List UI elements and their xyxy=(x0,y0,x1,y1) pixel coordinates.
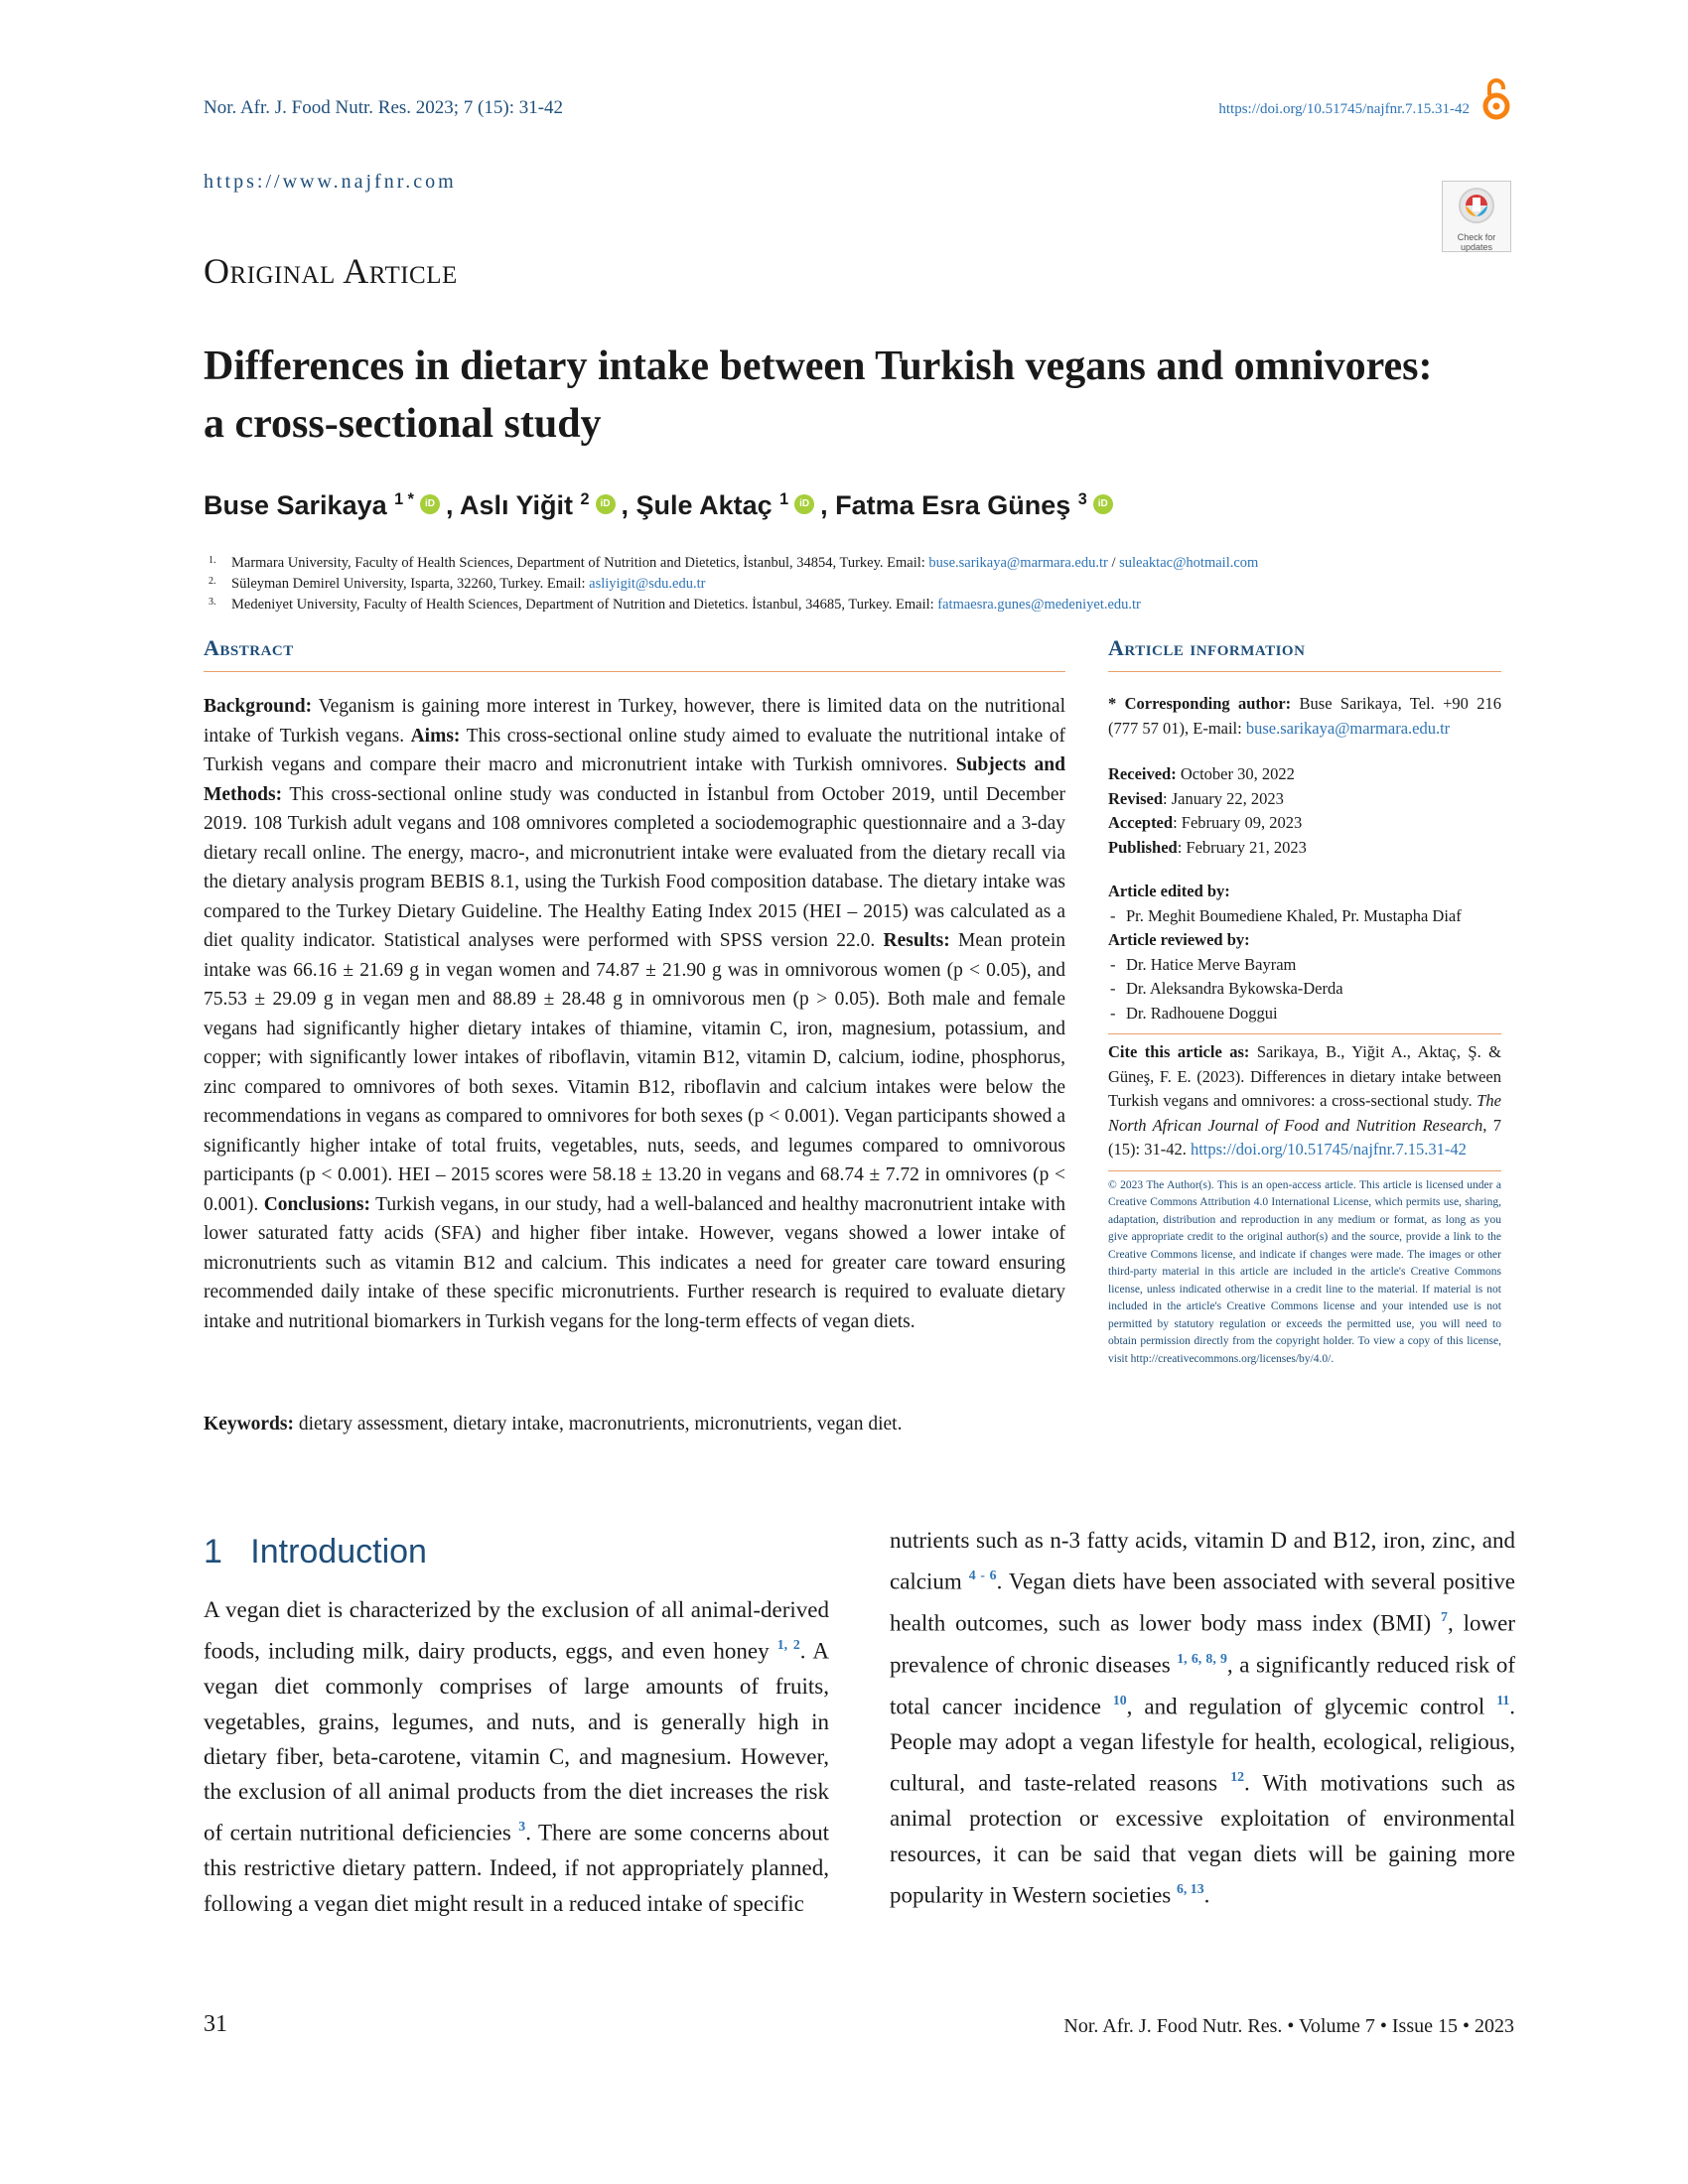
affiliation-text: Medeniyet University, Faculty of Health Sciences, Department of Nutrition and Dietetics. İstanbul, 34685, Turkey. Email: xyxy=(231,597,938,613)
abstract-divider xyxy=(204,671,1065,672)
affiliation-email[interactable]: asliyigit@sdu.edu.tr xyxy=(589,576,706,592)
intro-text: nutrients such as n-3 fatty acids, vitamin D and B12, iron, zinc, and calcium xyxy=(890,1528,1515,1594)
author-name: Fatma Esra Güneş xyxy=(835,490,1071,520)
article-title xyxy=(204,338,1534,453)
introduction-heading xyxy=(204,1533,427,1571)
intro-text: . xyxy=(1203,1882,1210,1908)
affiliation-row xyxy=(204,553,1494,574)
author-affil: 1 xyxy=(779,490,789,508)
citation-ref[interactable]: 12 xyxy=(1230,1769,1244,1785)
author-name: Şule Aktaç xyxy=(635,490,773,520)
citation-ref[interactable]: 3 xyxy=(518,1819,526,1835)
accepted-date xyxy=(1108,811,1501,836)
citation-ref[interactable]: 4 - 6 xyxy=(968,1568,997,1583)
intro-text: . People may adopt a vegan lifestyle for health, ecological, religious, cultural, and taste-related reasons xyxy=(890,1694,1515,1797)
journal-website[interactable]: https://www.najfnr.com xyxy=(204,171,457,193)
license-text: © 2023 The Author(s). This is an open-access article. This article is licensed under a Creative Commons Attribution 4.0 International License, which permits use, sharing, adaptation, distribution and reproduction in any medium or format, as long as you give appropriate credit to the original author(s) and the source, provide a link to the Creative Commons license, and indicate if changes were made. The images or other third-party material in this article are included in the article's Creative Commons license, unless indicated otherwise in a credit line to the material. If material is not included in the article's Creative Commons license and your intended use is not permitted by statutory regulation or exceeds the permitted use, you will need to obtain permission directly from the copyright holder. To view a copy of this license, visit http://creativecommons.org/licenses/by/4.0/. xyxy=(1108,1178,1501,1365)
orcid-icon[interactable]: iD xyxy=(596,494,616,514)
published-label: Published xyxy=(1108,837,1178,857)
revised-date xyxy=(1108,787,1501,812)
revised-value: : January 22, 2023 xyxy=(1163,788,1284,808)
citation-ref[interactable]: 1, 2 xyxy=(776,1637,800,1653)
reviewer-item: - Dr. Hatice Merve Bayram xyxy=(1108,953,1501,978)
intro-text: , lower prevalence of chronic diseases xyxy=(890,1610,1515,1678)
reviewer-item: - Dr. Radhouene Doggui xyxy=(1108,1002,1501,1026)
edited-by-label xyxy=(1108,880,1501,904)
article-info-heading: Article information xyxy=(1108,635,1306,660)
author-affil: 2 xyxy=(580,490,590,508)
title-line-1: Differences in dietary intake between Turkish vegans and omnivores: xyxy=(204,343,1433,389)
abstract-aims: This cross-sectional online study aimed to evaluate the nutritional intake of Turkish vegans and compare their macro and micronutrient intake with Turkish omnivores. xyxy=(204,725,1065,775)
published-date xyxy=(1108,836,1501,861)
author-affil: 1 * xyxy=(394,490,414,508)
accepted-value: : February 09, 2023 xyxy=(1173,813,1303,832)
doi-link[interactable]: https://doi.org/10.51745/najfnr.7.15.31-42 xyxy=(1218,101,1470,117)
check-for-updates-label: Check for updates xyxy=(1457,232,1496,252)
abstract-conclusions: Turkish vegans, in our study, had a well-balanced and healthy macronutrient intake with lower saturated fatty acids (SFA) and higher fiber intake. However, vegans showed a lower intake of micronutrients such as vitamin B12 and calcium. This indicates a need for greater care toward ensuring recommended daily intake of these specific micronutrients. Further research is required to evaluate dietary intake and nutritional biomarkers in Turkish vegans for the long-term effects of vegan diets. xyxy=(204,1193,1065,1332)
abstract-methods: This cross-sectional online study was conducted in İstanbul from October 2019, until December 2019. 108 Turkish adult vegans and 108 omnivores completed a sociodemographic questionnaire and a 3-day dietary recall online. The energy, macro-, and micronutrient intake were evaluated from the dietary recall via the dietary analysis program BEBIS 8.1, using the Turkish Food composition database. The dietary intake was compared to the Turkey Dietary Guideline. The Healthy Eating Index 2015 (HEI – 2015) was calculated as a diet quality indicator. Statistical analyses were performed with SPSS version 22.0. xyxy=(204,783,1065,951)
abstract-heading: Abstract xyxy=(204,635,294,660)
footer-journal-info: Nor. Afr. J. Food Nutr. Res. • Volume 7 • Issue 15 • 2023 xyxy=(1063,2015,1514,2037)
intro-text: . There are some concerns about this restrictive dietary pattern. Indeed, if not appropriately planned, following a vegan diet might result in a reduced intake of specific xyxy=(204,1821,829,1916)
intro-text: A vegan diet is characterized by the exclusion of all animal-derived foods, including milk, dairy products, eggs, and even honey xyxy=(204,1597,829,1664)
cite-journal: The North African Journal of Food and Nutrition Research, xyxy=(1108,1091,1501,1135)
affiliation-row xyxy=(204,574,1494,595)
keywords-label: Keywords: xyxy=(204,1414,294,1434)
keywords xyxy=(204,1414,1065,1435)
title-line-2: a cross-sectional study xyxy=(204,401,602,447)
citation-ref[interactable]: 6, 13 xyxy=(1177,1880,1204,1896)
license-divider xyxy=(1108,1170,1501,1171)
journal-citation-header: Nor. Afr. J. Food Nutr. Res. 2023; 7 (15): 31-42 xyxy=(204,97,564,118)
abstract-background-label: Background: xyxy=(204,696,313,717)
affiliation-email[interactable]: fatmaesra.gunes@medeniyet.edu.tr xyxy=(937,597,1141,613)
affiliations xyxy=(204,553,1494,615)
abstract-body xyxy=(204,692,1065,1336)
section-number: 1 xyxy=(204,1533,222,1570)
editor-item: - Pr. Meghit Boumediene Khaled, Pr. Mustapha Diaf xyxy=(1108,904,1501,929)
keywords-text: dietary assessment, dietary intake, macronutrients, micronutrients, vegan diet. xyxy=(294,1414,903,1434)
intro-text: . Vegan diets have been associated with several positive health outcomes, such as lower body mass index (BMI) xyxy=(890,1569,1515,1636)
received-date xyxy=(1108,762,1501,787)
abstract-results: Mean protein intake was 66.16 ± 21.69 g in vegan women and 74.87 ± 21.90 g was in omnivorous women (p < 0.05), and 75.53 ± 29.09 g in vegan men and 88.89 ± 28.48 g in omnivorous men (p > 0.05). Both male and female vegans had significantly higher dietary intakes of thiamine, vitamin C, iron, magnesium, potassium, and copper; with significantly lower intakes of riboflavin, vitamin B12, vitamin D, calcium, iodine, phosphorus, zinc compared to omnivores of both sexes. Vitamin B12, riboflavin and calcium intakes were below the recommendations in vegans as compared to omnivores for both sexes (p < 0.001). Vegan participants showed a significantly higher intake of total fruits, vegetables, nuts, seeds, and legumes compared to omnivorous participants (p < 0.001). HEI – 2015 scores were 58.18 ± 13.20 in vegans and 68.74 ± 7.72 in omnivores (p < 0.001). xyxy=(204,930,1065,1215)
affiliation-separator: / xyxy=(1107,555,1120,571)
affiliation-text: Marmara University, Faculty of Health Sciences, Department of Nutrition and Dietetics, İstanbul, 34854, Turkey. Email: xyxy=(231,555,929,571)
article-info-divider xyxy=(1108,671,1501,672)
author-affil: 3 xyxy=(1077,490,1087,508)
affiliation-row xyxy=(204,595,1494,615)
edited-by-heading: Article edited by: xyxy=(1108,882,1230,900)
cite-label: Cite this article as: xyxy=(1108,1042,1250,1061)
published-value: : February 21, 2023 xyxy=(1177,837,1307,857)
affiliation-text: Süleyman Demirel University, Isparta, 32260, Turkey. Email: xyxy=(231,576,590,592)
cite-this-article xyxy=(1108,1040,1501,1162)
corresponding-email[interactable]: buse.sarikaya@marmara.edu.tr xyxy=(1245,718,1451,738)
citation-ref[interactable]: 11 xyxy=(1496,1693,1510,1708)
cite-text: Sarikaya, B., Yiğit A., Aktaç, Ş. & Güneş, F. E. (2023). Differences in dietary intake between Turkish vegans and omnivores: a cross-sectional study. xyxy=(1108,1042,1502,1110)
crossmark-icon xyxy=(1457,186,1496,225)
intro-text: . A vegan diet commonly comprises of large amounts of fruits, vegetables, grains, legumes, and nuts, and is generally high in dietary fiber, beta-carotene, vitamin C, and magnesium. However, the exclusion of all animal products from the diet increases the risk of certain nutritional deficiencies xyxy=(204,1638,830,1846)
affiliation-email[interactable]: suleaktac@hotmail.com xyxy=(1119,555,1259,571)
reviewed-by-heading: Article reviewed by: xyxy=(1108,930,1250,949)
intro-column-left xyxy=(204,1592,829,1921)
article-info xyxy=(1108,692,1501,1368)
intro-column-right xyxy=(890,1523,1515,1913)
abstract-aims-label: Aims: xyxy=(410,725,461,747)
section-title: Introduction xyxy=(250,1533,427,1570)
cite-doi-link[interactable]: https://doi.org/10.51745/najfnr.7.15.31-42 xyxy=(1190,1140,1467,1159)
citation-ref[interactable]: 1, 6, 8, 9 xyxy=(1177,1651,1227,1667)
intro-text: , and regulation of glycemic control xyxy=(1126,1694,1497,1719)
abstract-background: Veganism is gaining more interest in Turkey, however, there is limited data on the nutritional intake of Turkish vegans. xyxy=(204,696,1065,747)
affiliation-email[interactable]: buse.sarikaya@marmara.edu.tr xyxy=(928,555,1108,571)
open-access-lock-icon xyxy=(1481,75,1511,121)
author-name: Buse Sarikaya xyxy=(204,490,387,520)
abstract-methods-label: Subjects and Methods: xyxy=(204,754,1065,805)
abstract-results-label: Results: xyxy=(883,930,950,951)
affiliation-number: 2. xyxy=(209,576,216,587)
cite-divider xyxy=(1108,1033,1501,1034)
citation-ref[interactable]: 7 xyxy=(1441,1609,1448,1625)
reviewed-by-label xyxy=(1108,928,1501,953)
received-label: Received: xyxy=(1108,764,1177,783)
page-number: 31 xyxy=(204,2011,227,2037)
corresponding-author xyxy=(1108,692,1501,741)
accepted-label: Accepted xyxy=(1108,813,1174,832)
author-name: Aslı Yiğit xyxy=(459,490,573,520)
author-list: Buse Sarikaya $^{1 *}$ iD , Aslı Yiğit $^2$ iD , Şule Aktaç $^1$ iD , Fatma Esra Güneş $^3$ iD xyxy=(204,490,1119,521)
corresponding-text: Buse Sarikaya, Tel. +90 216 (777 57 01), E-mail: xyxy=(1108,694,1501,738)
cite-volume: 7 (15): 31-42. xyxy=(1108,1115,1501,1159)
citation-ref[interactable]: 10 xyxy=(1112,1693,1127,1708)
received-value: October 30, 2022 xyxy=(1176,764,1295,783)
reviewer-item: - Dr. Aleksandra Bykowska-Derda xyxy=(1108,977,1501,1002)
intro-text: , a significantly reduced risk of total cancer incidence xyxy=(890,1652,1515,1719)
article-type: Original Article xyxy=(204,251,458,291)
orcid-icon[interactable]: iD xyxy=(420,494,440,514)
affiliation-number: 1. xyxy=(209,555,216,566)
abstract-conclusions-label: Conclusions: xyxy=(263,1193,370,1215)
orcid-icon[interactable]: iD xyxy=(1093,494,1113,514)
check-for-updates-badge[interactable] xyxy=(1442,181,1511,252)
affiliation-number: 3. xyxy=(209,597,216,608)
revised-label: Revised xyxy=(1108,788,1163,808)
corresponding-label: * Corresponding author: xyxy=(1108,694,1292,713)
intro-text: . With motivations such as animal protection or excessive exploitation of environmental resources, it can be said that vegan diets will be gaining more popularity in Western societies xyxy=(890,1771,1515,1908)
orcid-icon[interactable]: iD xyxy=(794,494,814,514)
